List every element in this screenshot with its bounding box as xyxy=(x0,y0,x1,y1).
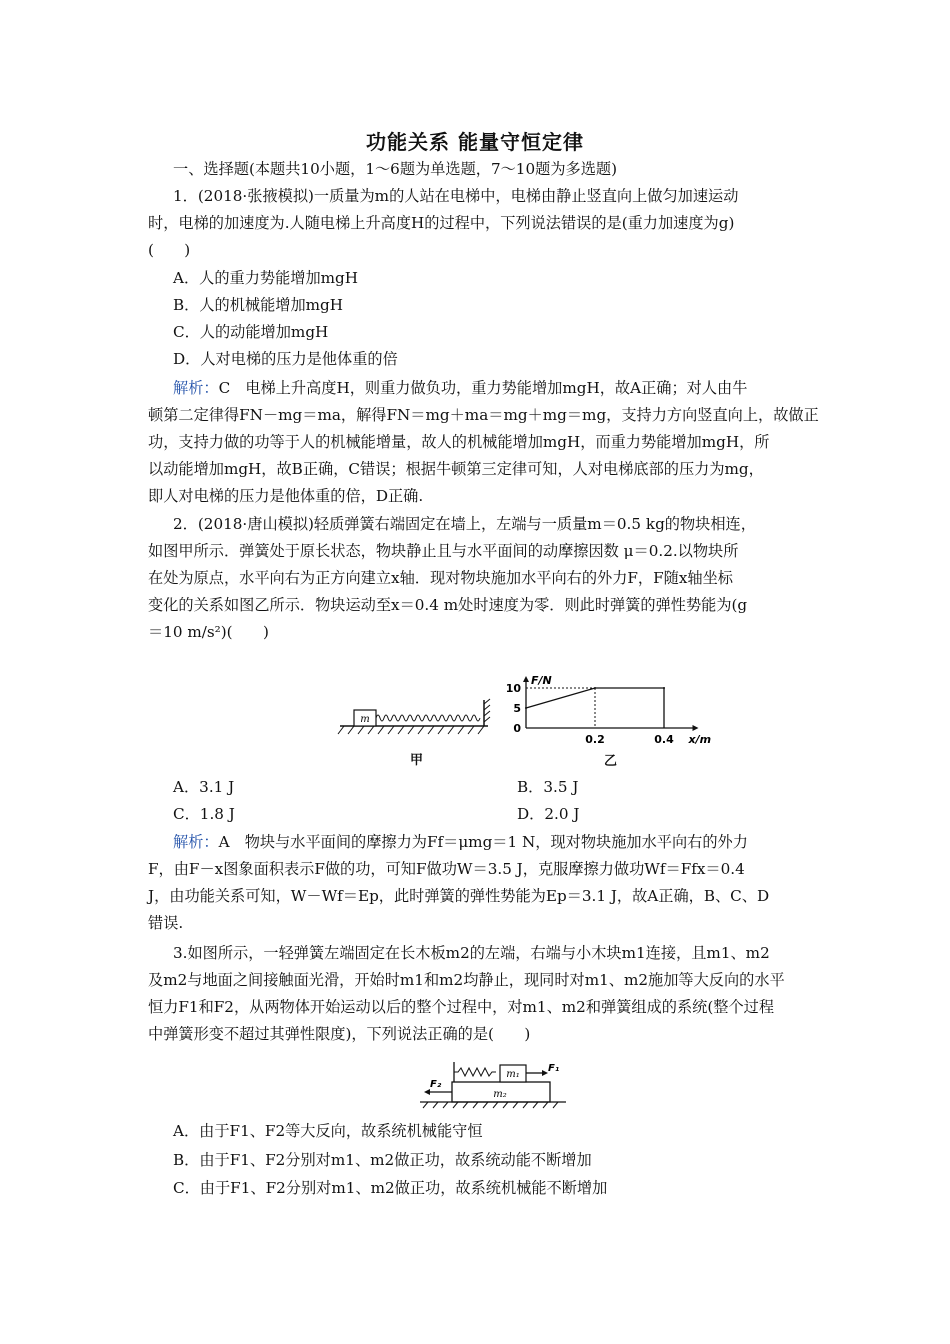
q1-line: ( ) xyxy=(148,241,191,259)
svg-text:F₂: F₂ xyxy=(430,1079,442,1090)
x-axis-arrow xyxy=(693,725,699,731)
q1-analysis-line: 顿第二定律得FN－mg＝ma，解得FN＝mg＋ma＝mg＋mg＝mg，支持力方向竖直向上，故做正 xyxy=(148,406,819,424)
q2-analysis-line: 错误. xyxy=(148,914,184,932)
q1-option: C．人的动能增加mgH xyxy=(173,323,329,341)
q2-option-b: B．3.5 J xyxy=(517,778,579,796)
analysis-label: 解析： xyxy=(173,833,219,851)
q2-line: 在处为原点，水平向右为正方向建立x轴．现对物块施加水平向右的外力F，F随x轴坐标 xyxy=(148,569,733,587)
q3-line: 中弹簧形变不超过其弹性限度)，下列说法正确的是( ) xyxy=(148,1025,531,1043)
q2-line: 变化的关系如图乙所示．物块运动至x＝0.4 m处时速度为零．则此时弹簧的弹性势能为(g xyxy=(148,596,748,614)
svg-text:F₁: F₁ xyxy=(548,1063,560,1074)
q1-line: 1．(2018·张掖模拟)一质量为m的人站在电梯中，电梯由静止竖直向上做匀加速运动 xyxy=(173,187,739,205)
data-point xyxy=(525,707,527,709)
spring xyxy=(376,715,480,721)
svg-text:m₁: m₁ xyxy=(506,1069,520,1080)
svg-text:m₂: m₂ xyxy=(493,1089,507,1100)
q1-option: D．人对电梯的压力是他体重的倍 xyxy=(173,350,398,368)
q2-line: 2．(2018·唐山模拟)轻质弹簧右端固定在墙上，左端与一质量m＝0.5 kg的物块相连， xyxy=(173,515,756,533)
data-point xyxy=(594,687,596,689)
analysis-label: 解析： xyxy=(173,379,219,397)
q1-line: 时，电梯的加速度为.人随电梯上升高度H的过程中，下列说法错误的是(重力加速度为g) xyxy=(148,214,735,232)
q3-option: A．由于F1、F2等大反向，故系统机械能守恒 xyxy=(173,1122,483,1140)
x-axis-label: x/m xyxy=(688,733,712,746)
x-tick-label: 0.2 xyxy=(585,733,605,746)
svg-text:m: m xyxy=(360,714,370,725)
spring-block-figure xyxy=(338,690,498,740)
y-tick-label: 10 xyxy=(505,682,521,695)
y-tick-label: 0 xyxy=(513,722,521,735)
q3-line: 恒力F1和F2，从两物体开始运动以后的整个过程中，对m1、m2和弹簧组成的系统(整个过程 xyxy=(148,998,775,1016)
spring xyxy=(454,1068,496,1076)
q2-line: ＝10 m/s²)( ) xyxy=(148,623,269,641)
q1-analysis-line: 即人对电梯的压力是他体重的倍，D正确. xyxy=(148,487,424,505)
q1-analysis-line: 解析：C 电梯上升高度H，则重力做负功，重力势能增加mgH，故A正确；对人由牛 xyxy=(173,379,748,397)
data-point xyxy=(663,687,665,689)
q2-analysis-line: F，由F－x图象面积表示F做的功，可知F做功W＝3.5 J，克服摩擦力做功Wf＝Ffx＝0.4 xyxy=(148,860,745,878)
q2-line: 如图甲所示．弹簧处于原长状态，物块静止且与水平面间的动摩擦因数 μ＝0.2.以物块所 xyxy=(148,542,739,560)
page-title: 功能关系 能量守恒定律 xyxy=(366,130,584,154)
y-axis-label: F/N xyxy=(531,674,552,687)
q1-option: B．人的机械能增加mgH xyxy=(173,296,344,314)
q2-option-c: C．1.8 J xyxy=(173,805,235,823)
force-displacement-chart xyxy=(498,662,712,746)
q1-analysis-line: 以动能增加mgH，故B正确，C错误；根据牛顿第三定律可知，人对电梯底部的压力为mg， xyxy=(148,460,764,478)
section-heading: 一、选择题(本题共10小题，1～6题为单选题，7～10题为多选题) xyxy=(173,160,617,178)
q1-analysis-line: 功，支持力做的功等于人的机械能增量，故人的机械能增加mgH，而重力势能增加mgH，所 xyxy=(148,433,770,451)
figure-caption-jia: 甲 xyxy=(410,753,424,768)
q3-line: 及m2与地面之间接触面光滑，开始时m1和m2均静止，现同时对m1、m2施加等大反向的水平 xyxy=(148,971,785,989)
q2-analysis-line: 解析：A 物块与水平面间的摩擦力为Ff＝μmg＝1 N，现对物块施加水平向右的外力 xyxy=(173,833,748,851)
y-tick-label: 5 xyxy=(513,702,521,715)
x-tick-label: 0.4 xyxy=(654,733,674,746)
q3-option: C．由于F1、F2分别对m1、m2做正功，故系统机械能不断增加 xyxy=(173,1179,608,1197)
q3-line: 3.如图所示，一轻弹簧左端固定在长木板m2的左端，右端与小木块m1连接，且m1、m2 xyxy=(173,944,770,962)
board-block-figure xyxy=(420,1058,570,1120)
q1-option: A．人的重力势能增加mgH xyxy=(173,269,359,287)
q2-option-d: D．2.0 J xyxy=(517,805,580,823)
q2-option-a: A．3.1 J xyxy=(173,778,235,796)
q2-analysis-line: J，由功能关系可知，W－Wf＝Ep，此时弹簧的弹性势能为Ep＝3.1 J，故A正确，B、C、D xyxy=(148,887,770,905)
q3-option: B．由于F1、F2分别对m1、m2做正功，故系统动能不断增加 xyxy=(173,1151,592,1169)
y-axis-arrow xyxy=(523,676,529,682)
figure-caption-yi: 乙 xyxy=(604,754,618,769)
